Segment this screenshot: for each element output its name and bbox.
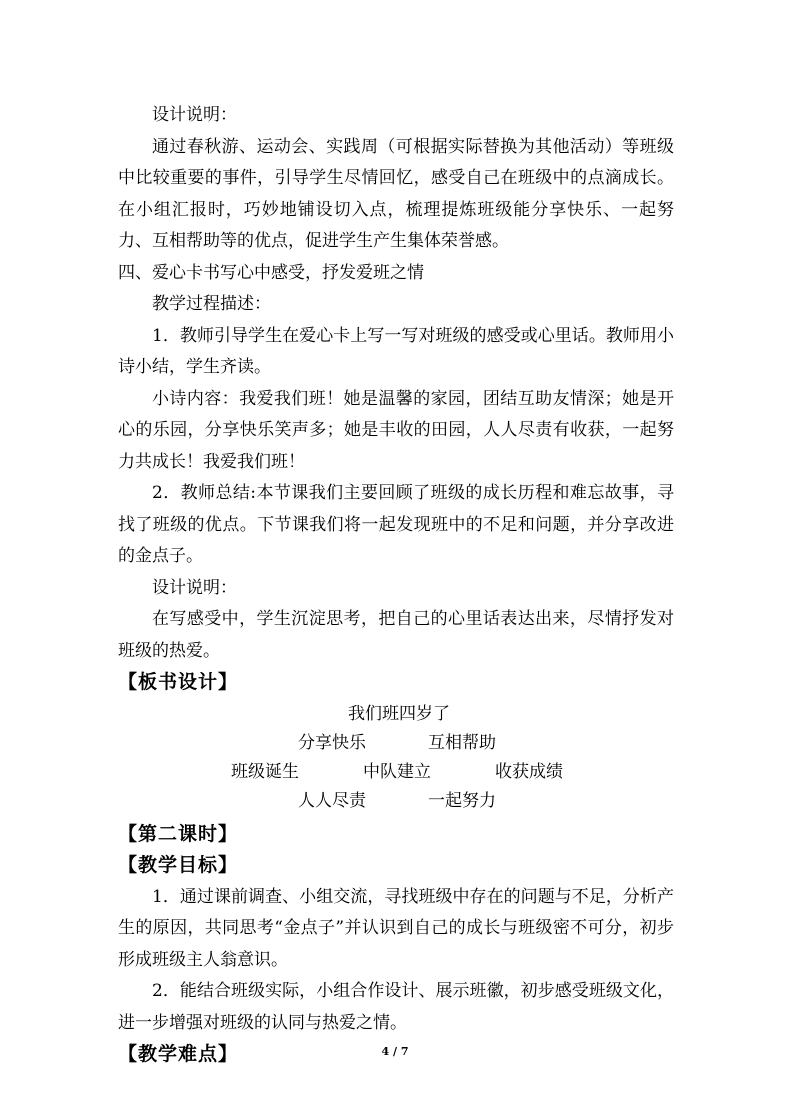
board-design-heading: 【板书设计】 [118,671,239,693]
section-heading-four: 四、爱心卡书写心中感受，抒发爱班之情 [118,262,424,283]
page-content [118,100,674,1071]
page-number: 4 / 7 [381,1045,409,1058]
process-description-label: 教学过程描述： [152,294,271,314]
teaching-goals-heading: 【教学目标】 [118,854,239,876]
design-note-paragraph: 通过春秋游、运动会、实践周（可根据实际替换为其他活动）等班级中比较重要的事件，引导学生尽情回忆，感受自己在班级中的点滴成长。在小组汇报时，巧妙地铺设切入点，梳理提炼班级能分享快乐、一起努力、互相帮助等的优点，促进学生产生集体荣誉感。 [118,136,674,251]
teaching-goal-two: 2．能结合班级实际，小组合作设计、展示班徽，初步感受班级文化，进一步增强对班级的认同与热爱之情。 [118,981,674,1033]
board-item-achievements: 收获成绩 [495,761,563,782]
poem-content: 小诗内容：我爱我们班！她是温馨的家园，团结互助友情深；她是开心的乐园，分享快乐笑声多；她是丰收的田园，人人尽责有收获，一起努力共成长！我爱我们班！ [118,388,674,472]
board-item-work-together: 一起努力 [428,790,496,811]
design-note-label-2: 设计说明： [152,577,237,598]
board-item-everyone-responsible: 人人尽责 [298,790,366,811]
board-title: 我们班四岁了 [348,703,450,724]
design-note-label: 设计说明： [152,105,237,125]
board-item-squad-founded: 中队建立 [363,761,431,782]
teaching-difficulty-heading: 【教学难点】 [118,1043,239,1065]
board-item-help-each-other: 互相帮助 [428,732,496,753]
board-item-share-joy: 分享快乐 [298,732,366,753]
board-design [118,699,674,819]
board-item-class-birth: 班级诞生 [231,761,299,782]
design-note-paragraph-2: 在写感受中，学生沉淀思考，把自己的心里话表达出来，尽情抒发对班级的热爱。 [118,609,674,661]
process-step-one: 1．教师引导学生在爱心卡上写一写对班级的感受或心里话。教师用小诗小结，学生齐读。 [118,325,674,377]
teaching-goal-one: 1．通过课前调查、小组交流，寻找班级中存在的问题与不足，分析产生的原因，共同思考“金点子”并认识到自己的成长与班级密不可分，初步形成班级主人翁意识。 [118,886,674,970]
process-step-two: 2．教师总结:本节课我们主要回顾了班级的成长历程和难忘故事，寻找了班级的优点。下节课我们将一起发现班中的不足和问题，并分享改进的金点子。 [118,483,674,566]
second-lesson-heading: 【第二课时】 [118,822,239,845]
